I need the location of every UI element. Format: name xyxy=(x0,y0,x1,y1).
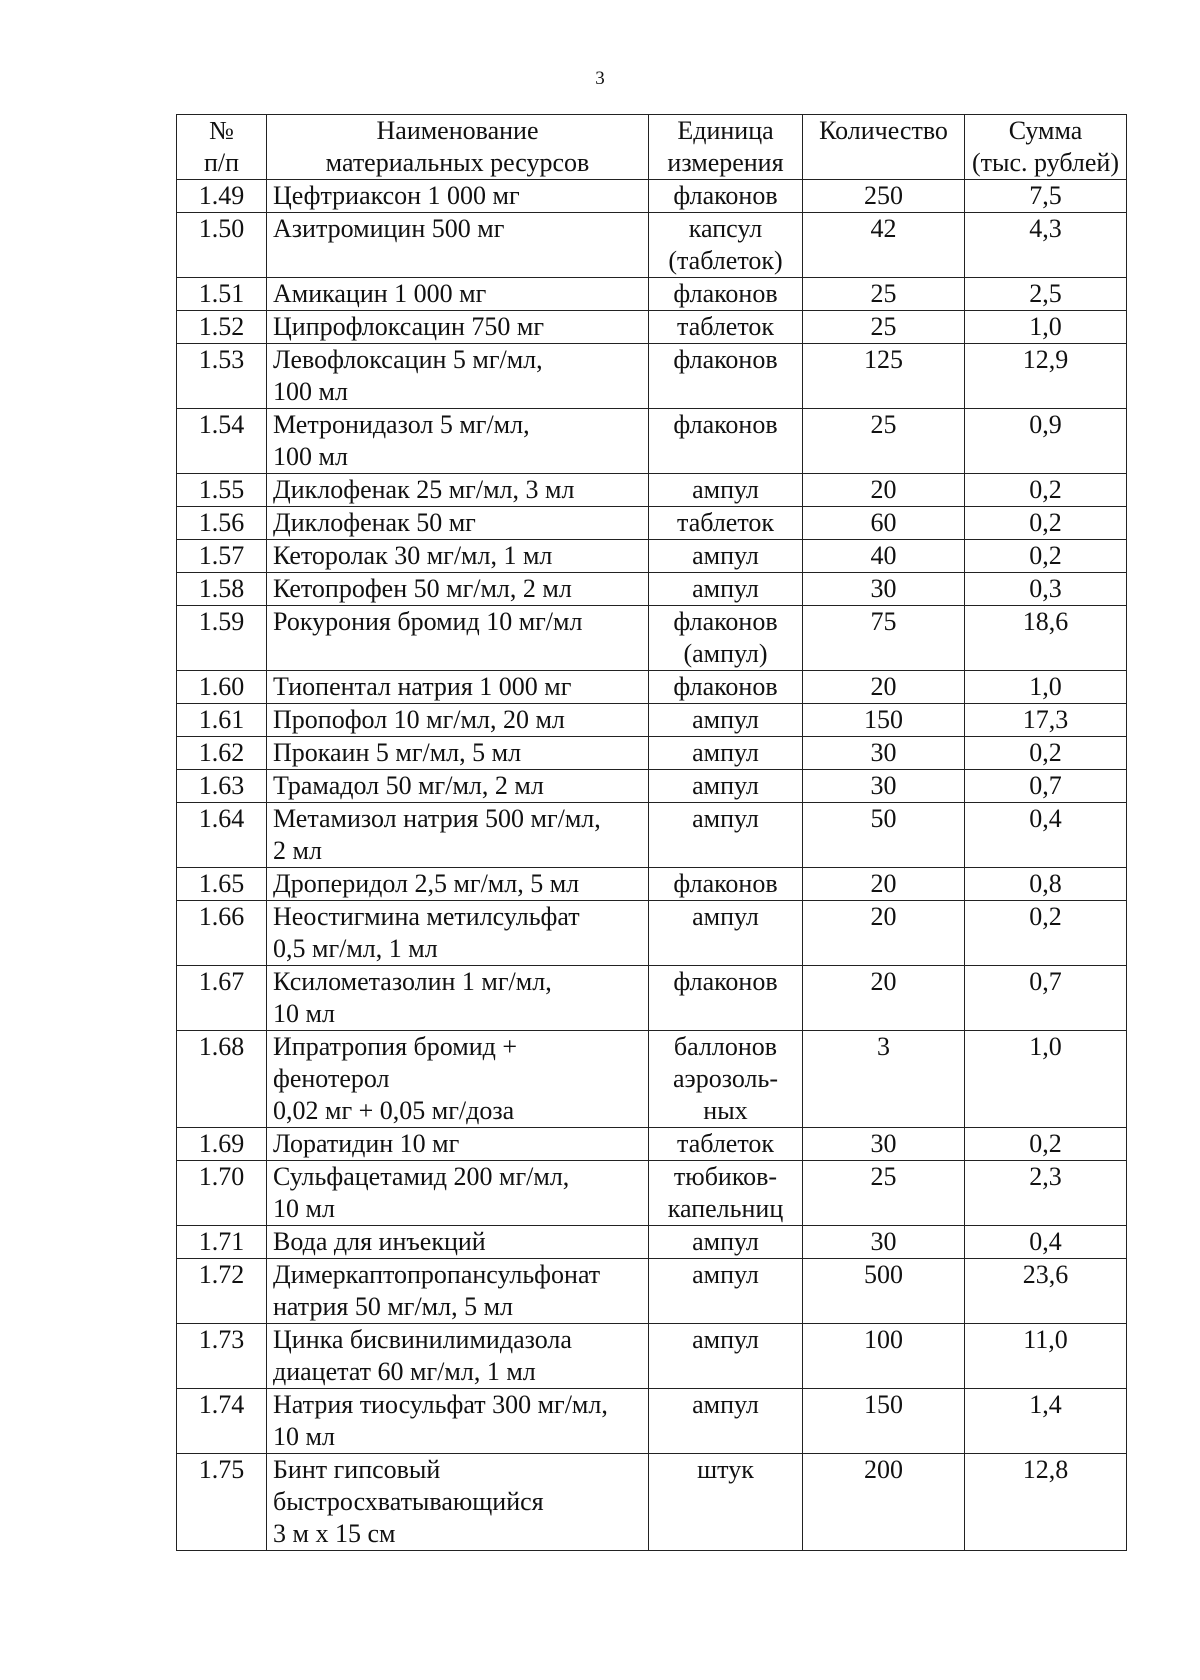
row-number: 1.69 xyxy=(177,1128,267,1161)
quantity: 20 xyxy=(803,966,965,1031)
row-number: 1.67 xyxy=(177,966,267,1031)
sum-thousand-rub: 1,0 xyxy=(965,671,1127,704)
row-number: 1.70 xyxy=(177,1161,267,1226)
quantity: 125 xyxy=(803,344,965,409)
row-number: 1.62 xyxy=(177,737,267,770)
resource-name: Димеркаптопропансульфонат натрия 50 мг/мл, 5 мл xyxy=(267,1259,649,1324)
unit-of-measure: таблеток xyxy=(649,507,803,540)
unit-of-measure: тюбиков- капельниц xyxy=(649,1161,803,1226)
unit-of-measure: флаконов xyxy=(649,966,803,1031)
table-row xyxy=(177,1389,1127,1454)
table-row xyxy=(177,606,1127,671)
resource-name: Ксилометазолин 1 мг/мл, 10 мл xyxy=(267,966,649,1031)
sum-thousand-rub: 0,4 xyxy=(965,803,1127,868)
quantity: 30 xyxy=(803,1226,965,1259)
quantity: 150 xyxy=(803,704,965,737)
quantity: 100 xyxy=(803,1324,965,1389)
unit-of-measure: ампул xyxy=(649,770,803,803)
sum-thousand-rub: 1,0 xyxy=(965,1031,1127,1128)
quantity: 50 xyxy=(803,803,965,868)
resource-name: Кетопрофен 50 мг/мл, 2 мл xyxy=(267,573,649,606)
resource-name: Сульфацетамид 200 мг/мл, 10 мл xyxy=(267,1161,649,1226)
row-number: 1.60 xyxy=(177,671,267,704)
sum-thousand-rub: 0,2 xyxy=(965,1128,1127,1161)
row-number: 1.49 xyxy=(177,180,267,213)
header-sum: Сумма (тыс. рублей) xyxy=(965,115,1127,180)
resource-name: Вода для инъекций xyxy=(267,1226,649,1259)
unit-of-measure: баллонов аэрозоль- ных xyxy=(649,1031,803,1128)
quantity: 200 xyxy=(803,1454,965,1551)
row-number: 1.68 xyxy=(177,1031,267,1128)
table-row xyxy=(177,1259,1127,1324)
table-body xyxy=(177,180,1127,1551)
unit-of-measure: ампул xyxy=(649,737,803,770)
table-header-row xyxy=(177,115,1127,180)
table-row xyxy=(177,737,1127,770)
row-number: 1.64 xyxy=(177,803,267,868)
sum-thousand-rub: 0,4 xyxy=(965,1226,1127,1259)
row-number: 1.56 xyxy=(177,507,267,540)
row-number: 1.61 xyxy=(177,704,267,737)
sum-thousand-rub: 0,2 xyxy=(965,474,1127,507)
unit-of-measure: флаконов xyxy=(649,344,803,409)
unit-of-measure: флаконов (ампул) xyxy=(649,606,803,671)
header-qty: Количество xyxy=(803,115,965,180)
unit-of-measure: флаконов xyxy=(649,409,803,474)
row-number: 1.72 xyxy=(177,1259,267,1324)
resource-name: Рокурония бромид 10 мг/мл xyxy=(267,606,649,671)
resource-name: Метронидазол 5 мг/мл, 100 мл xyxy=(267,409,649,474)
resource-name: Метамизол натрия 500 мг/мл, 2 мл xyxy=(267,803,649,868)
row-number: 1.75 xyxy=(177,1454,267,1551)
unit-of-measure: флаконов xyxy=(649,278,803,311)
quantity: 40 xyxy=(803,540,965,573)
quantity: 150 xyxy=(803,1389,965,1454)
table-row xyxy=(177,278,1127,311)
table-row xyxy=(177,1031,1127,1128)
resource-name: Трамадол 50 мг/мл, 2 мл xyxy=(267,770,649,803)
sum-thousand-rub: 12,9 xyxy=(965,344,1127,409)
row-number: 1.71 xyxy=(177,1226,267,1259)
unit-of-measure: таблеток xyxy=(649,1128,803,1161)
quantity: 42 xyxy=(803,213,965,278)
table-row xyxy=(177,213,1127,278)
quantity: 30 xyxy=(803,770,965,803)
quantity: 30 xyxy=(803,573,965,606)
resource-name: Диклофенак 25 мг/мл, 3 мл xyxy=(267,474,649,507)
resource-name: Ципрофлоксацин 750 мг xyxy=(267,311,649,344)
table-row xyxy=(177,966,1127,1031)
table-row xyxy=(177,344,1127,409)
resource-name: Амикацин 1 000 мг xyxy=(267,278,649,311)
header-unit: Единица измерения xyxy=(649,115,803,180)
sum-thousand-rub: 2,5 xyxy=(965,278,1127,311)
table-row xyxy=(177,704,1127,737)
row-number: 1.57 xyxy=(177,540,267,573)
sum-thousand-rub: 0,2 xyxy=(965,901,1127,966)
quantity: 75 xyxy=(803,606,965,671)
quantity: 25 xyxy=(803,278,965,311)
table-row xyxy=(177,540,1127,573)
table-row xyxy=(177,901,1127,966)
unit-of-measure: штук xyxy=(649,1454,803,1551)
unit-of-measure: ампул xyxy=(649,803,803,868)
row-number: 1.73 xyxy=(177,1324,267,1389)
quantity: 25 xyxy=(803,409,965,474)
unit-of-measure: ампул xyxy=(649,474,803,507)
unit-of-measure: ампул xyxy=(649,540,803,573)
quantity: 30 xyxy=(803,1128,965,1161)
sum-thousand-rub: 0,2 xyxy=(965,540,1127,573)
sum-thousand-rub: 17,3 xyxy=(965,704,1127,737)
sum-thousand-rub: 0,2 xyxy=(965,737,1127,770)
sum-thousand-rub: 18,6 xyxy=(965,606,1127,671)
row-number: 1.50 xyxy=(177,213,267,278)
unit-of-measure: флаконов xyxy=(649,180,803,213)
sum-thousand-rub: 2,3 xyxy=(965,1161,1127,1226)
unit-of-measure: ампул xyxy=(649,1324,803,1389)
row-number: 1.66 xyxy=(177,901,267,966)
table-row xyxy=(177,770,1127,803)
quantity: 20 xyxy=(803,868,965,901)
row-number: 1.55 xyxy=(177,474,267,507)
resource-name: Бинт гипсовый быстросхватывающийся 3 м х 15 см xyxy=(267,1454,649,1551)
sum-thousand-rub: 4,3 xyxy=(965,213,1127,278)
table-row xyxy=(177,311,1127,344)
unit-of-measure: ампул xyxy=(649,704,803,737)
sum-thousand-rub: 0,9 xyxy=(965,409,1127,474)
sum-thousand-rub: 0,7 xyxy=(965,770,1127,803)
resource-name: Пропофол 10 мг/мл, 20 мл xyxy=(267,704,649,737)
row-number: 1.51 xyxy=(177,278,267,311)
row-number: 1.65 xyxy=(177,868,267,901)
quantity: 20 xyxy=(803,901,965,966)
row-number: 1.63 xyxy=(177,770,267,803)
resource-name: Цинка бисвинилимидазола диацетат 60 мг/мл, 1 мл xyxy=(267,1324,649,1389)
table-row xyxy=(177,671,1127,704)
header-num: № п/п xyxy=(177,115,267,180)
unit-of-measure: ампул xyxy=(649,1389,803,1454)
resource-name: Дроперидол 2,5 мг/мл, 5 мл xyxy=(267,868,649,901)
quantity: 25 xyxy=(803,1161,965,1226)
resource-name: Лоратидин 10 мг xyxy=(267,1128,649,1161)
row-number: 1.52 xyxy=(177,311,267,344)
resource-name: Кеторолак 30 мг/мл, 1 мл xyxy=(267,540,649,573)
quantity: 25 xyxy=(803,311,965,344)
table-row xyxy=(177,1161,1127,1226)
unit-of-measure: ампул xyxy=(649,1259,803,1324)
row-number: 1.58 xyxy=(177,573,267,606)
unit-of-measure: ампул xyxy=(649,573,803,606)
row-number: 1.54 xyxy=(177,409,267,474)
sum-thousand-rub: 1,4 xyxy=(965,1389,1127,1454)
table-row xyxy=(177,507,1127,540)
resource-name: Азитромицин 500 мг xyxy=(267,213,649,278)
unit-of-measure: ампул xyxy=(649,901,803,966)
header-name: Наименование материальных ресурсов xyxy=(267,115,649,180)
resource-name: Цефтриаксон 1 000 мг xyxy=(267,180,649,213)
table-row xyxy=(177,1454,1127,1551)
quantity: 3 xyxy=(803,1031,965,1128)
sum-thousand-rub: 0,8 xyxy=(965,868,1127,901)
unit-of-measure: флаконов xyxy=(649,868,803,901)
sum-thousand-rub: 0,7 xyxy=(965,966,1127,1031)
table-row xyxy=(177,803,1127,868)
resource-name: Тиопентал натрия 1 000 мг xyxy=(267,671,649,704)
resource-name: Левофлоксацин 5 мг/мл, 100 мл xyxy=(267,344,649,409)
table-row xyxy=(177,1128,1127,1161)
sum-thousand-rub: 0,3 xyxy=(965,573,1127,606)
table-row xyxy=(177,573,1127,606)
quantity: 20 xyxy=(803,671,965,704)
page-number: 3 xyxy=(595,68,605,89)
resource-name: Неостигмина метилсульфат 0,5 мг/мл, 1 мл xyxy=(267,901,649,966)
unit-of-measure: таблеток xyxy=(649,311,803,344)
quantity: 30 xyxy=(803,737,965,770)
sum-thousand-rub: 0,2 xyxy=(965,507,1127,540)
table-row xyxy=(177,1226,1127,1259)
table-row xyxy=(177,868,1127,901)
quantity: 20 xyxy=(803,474,965,507)
sum-thousand-rub: 7,5 xyxy=(965,180,1127,213)
unit-of-measure: ампул xyxy=(649,1226,803,1259)
table-row xyxy=(177,409,1127,474)
row-number: 1.59 xyxy=(177,606,267,671)
resource-name: Натрия тиосульфат 300 мг/мл, 10 мл xyxy=(267,1389,649,1454)
sum-thousand-rub: 1,0 xyxy=(965,311,1127,344)
quantity: 250 xyxy=(803,180,965,213)
unit-of-measure: капсул (таблеток) xyxy=(649,213,803,278)
sum-thousand-rub: 12,8 xyxy=(965,1454,1127,1551)
row-number: 1.53 xyxy=(177,344,267,409)
resource-name: Прокаин 5 мг/мл, 5 мл xyxy=(267,737,649,770)
table-row xyxy=(177,180,1127,213)
resource-name: Диклофенак 50 мг xyxy=(267,507,649,540)
sum-thousand-rub: 11,0 xyxy=(965,1324,1127,1389)
row-number: 1.74 xyxy=(177,1389,267,1454)
quantity: 500 xyxy=(803,1259,965,1324)
quantity: 60 xyxy=(803,507,965,540)
sum-thousand-rub: 23,6 xyxy=(965,1259,1127,1324)
table-row xyxy=(177,474,1127,507)
resource-name: Ипратропия бромид + фенотерол 0,02 мг + 0,05 мг/доза xyxy=(267,1031,649,1128)
table-row xyxy=(177,1324,1127,1389)
unit-of-measure: флаконов xyxy=(649,671,803,704)
materials-table xyxy=(176,114,1127,1551)
